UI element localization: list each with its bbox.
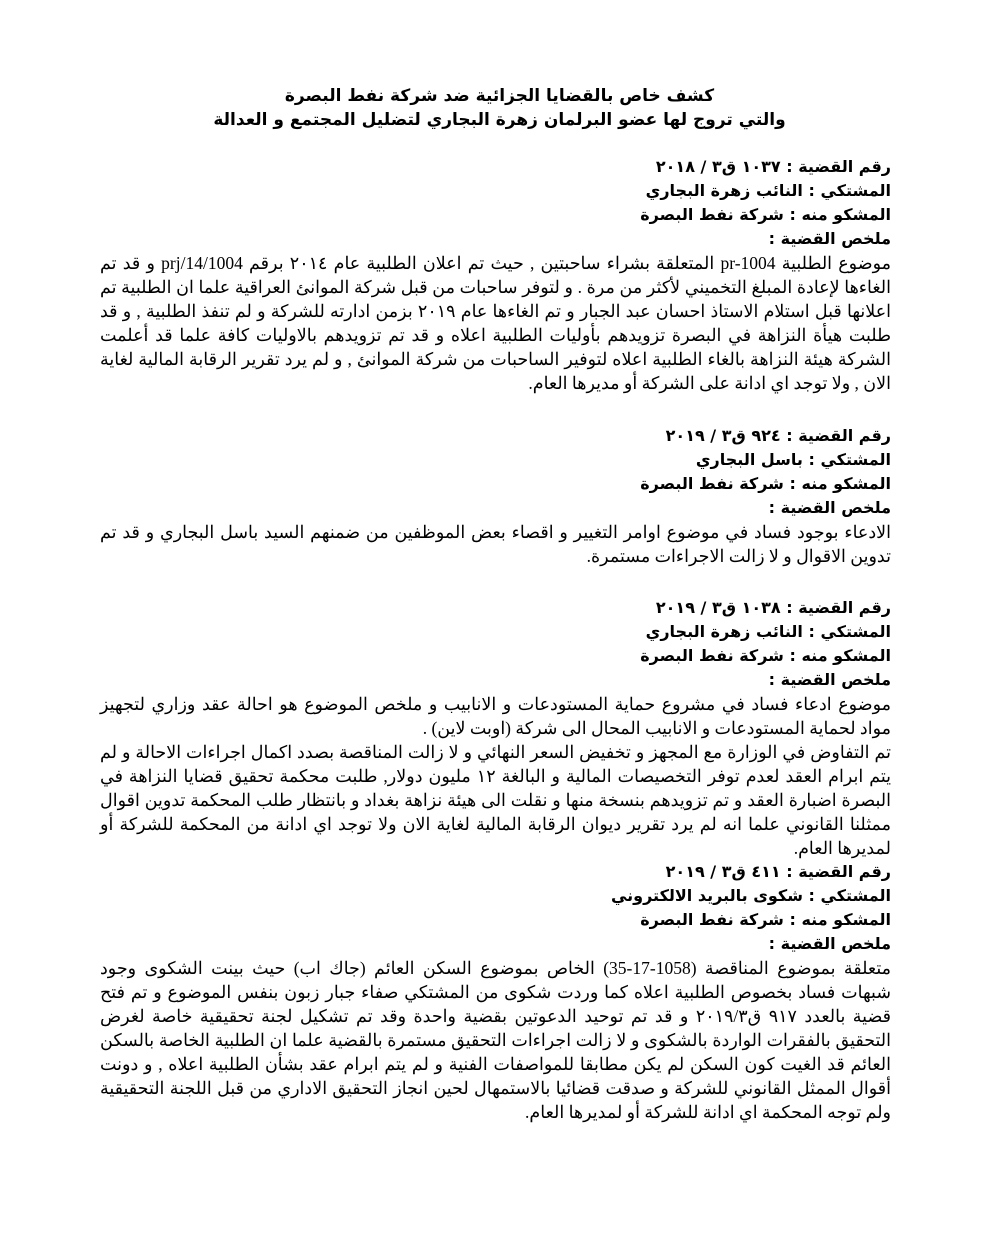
defendant-row: المشكو منه : شركة نفط البصرة — [640, 646, 891, 665]
complainant: شكوى بالبريد الالكتروني — [610, 886, 803, 905]
defendant-row: المشكو منه : شركة نفط البصرة — [640, 205, 891, 224]
complainant-row: المشتكي : النائب زهرة البجاري — [645, 181, 891, 200]
defendant: شركة نفط البصرة — [640, 205, 784, 224]
summary-label: ملخص القضية : — [768, 498, 891, 517]
case-number: ١٠٣٨ ق٣ / ٢٠١٩ — [655, 598, 781, 617]
complainant: النائب زهرة البجاري — [645, 181, 803, 200]
case-number: ١٠٣٧ ق٣ / ٢٠١٨ — [655, 157, 781, 176]
case-entry — [100, 596, 891, 860]
defendant-row: المشكو منه : شركة نفط البصرة — [640, 474, 891, 493]
case-entry — [100, 424, 891, 568]
case-summary — [100, 956, 891, 1124]
complainant: باسل البجاري — [695, 450, 803, 469]
summary-label: ملخص القضية : — [768, 670, 891, 689]
summary-label: ملخص القضية : — [768, 934, 891, 953]
case-number: ٤١١ ق٣ / ٢٠١٩ — [665, 862, 781, 881]
title-line-1: كشف خاص بالقضايا الجزائية ضد شركة نفط البصرة — [284, 86, 715, 106]
case-number-row: رقم القضية : ٩٢٤ ق٣ / ٢٠١٩ — [665, 426, 891, 445]
defendant: شركة نفط البصرة — [640, 910, 784, 929]
summary-paragraph: موضوع الطلبية pr-1004 المتعلقة بشراء ساحبتين , حيث تم اعلان الطلبية عام ٢٠١٤ برقم prj/14/1004 و قد تم الغاءها لإعادة المبلغ التخميني لأكثر من مرة . و لتوفر ساحبات من قبل شركة الموانئ العراقية علما ان الطلبية تم اعلانها قبل استلام الاستاذ احسان عبد الجبار و تم الغاءها عام ٢٠١٩ بزمن ادارته للشركة و لم تنفذ الطلبية , و قد طلبت هيأة النزاهة في البصرة تزويدهم بأوليات الطلبية اعلاه و قد تم تزويدهم بالاوليات كافة علما قد أعلمت الشركة هيئة النزاهة بالغاء الطلبية اعلاه لتوفير الساحبات من شركة الموانئ , و لم يرد تقرير الرقابة المالية لغاية الان , ولا توجد اي ادانة على الشركة أو مديرها العام. — [100, 253, 891, 393]
case-number-row: رقم القضية : ٤١١ ق٣ / ٢٠١٩ — [665, 862, 891, 881]
summary-paragraph: موضوع ادعاء فساد في مشروع حماية المستودعات و الانابيب و ملخص الموضوع هو احالة عقد وزاري لتجهيز مواد لحماية المستودعات و الانابيب المحال الى شركة (اوبت لاين) . — [100, 694, 891, 738]
case-number: ٩٢٤ ق٣ / ٢٠١٩ — [665, 426, 781, 445]
complainant-row: المشتكي : شكوى بالبريد الالكتروني — [610, 886, 891, 905]
summary-paragraph: الادعاء بوجود فساد في موضوع اوامر التغيير و اقصاء بعض الموظفين من ضمنهم السيد باسل البجاري و قد تم تدوين الاقوال و لا زالت الاجراءات مستمرة. — [100, 522, 891, 566]
case-number-row: رقم القضية : ١٠٣٧ ق٣ / ٢٠١٨ — [655, 157, 891, 176]
document-title — [120, 84, 879, 132]
case-summary — [100, 520, 891, 568]
defendant-row: المشكو منه : شركة نفط البصرة — [640, 910, 891, 929]
case-entry — [100, 860, 891, 1124]
defendant: شركة نفط البصرة — [640, 474, 784, 493]
case-summary — [100, 251, 891, 395]
case-summary — [100, 692, 891, 860]
complainant-row: المشتكي : النائب زهرة البجاري — [645, 622, 891, 641]
summary-label: ملخص القضية : — [768, 229, 891, 248]
case-entry — [100, 155, 891, 395]
summary-paragraph: متعلقة بموضوع المناقصة (1058-17-35) الخاص بموضوع السكن العائم (جاك اب) حيث بينت الشكوى وجود شبهات فساد بخصوص الطلبية اعلاه كما وردت شكوى من المشتكي صفاء جبار زبون بنفس الموضوع و تم فتح قضية بالعدد ٩١٧ ق٢٠١٩/٣ و قد تم توحيد الدعوتين بقضية واحدة وقد تم تشكيل لجنة تحقيقية خاصة لغرض التحقيق بالفقرات الواردة بالشكوى و لا زالت اجراءات التحقيق مستمرة بالقضية علما ان الطلبية الخاصة بالسكن العائم قد الغيت كون السكن لم يكن مطابقا للمواصفات الفنية و لم يتم ابرام عقد بشأن الطلبية اعلاه , و دونت أقوال الممثل القانوني للشركة و صدقت قضائيا بالاستمهال لحين انجاز التحقيق الاداري من قبل اللجنة التحقيقية ولم توجه المحكمة اي ادانة للشركة أو لمديرها العام. — [100, 958, 891, 1122]
title-line-2: والتي تروج لها عضو البرلمان زهرة البجاري لتضليل المجتمع و العدالة — [213, 110, 786, 130]
defendant: شركة نفط البصرة — [640, 646, 784, 665]
complainant: النائب زهرة البجاري — [645, 622, 803, 641]
complainant-row: المشتكي : باسل البجاري — [695, 450, 891, 469]
summary-paragraph: تم التفاوض في الوزارة مع المجهز و تخفيض السعر النهائي و لا زالت المناقصة بصدد اكمال اجراءات الاحالة و لم يتم ابرام العقد لعدم توفر التخصيصات المالية و البالغة ١٢ مليون دولار, طلبت محكمة تحقيق قضايا النزاهة في البصرة اضبارة العقد و تم تزويدهم بنسخة منها و نقلت الى هيئة نزاهة بغداد و بانتظار طلب المحكمة تدوين اقوال ممثلنا القانوني علما انه لم يرد تقرير ديوان الرقابة المالية لغاية الان ولا توجد اي ادانة من المحكمة للشركة أو لمديرها العام. — [100, 742, 891, 858]
case-number-row: رقم القضية : ١٠٣٨ ق٣ / ٢٠١٩ — [655, 598, 891, 617]
